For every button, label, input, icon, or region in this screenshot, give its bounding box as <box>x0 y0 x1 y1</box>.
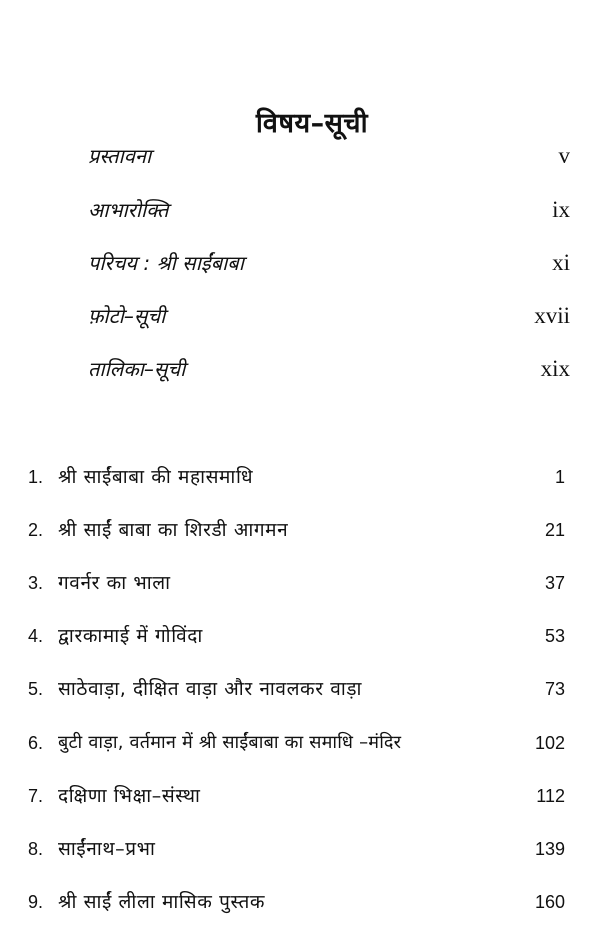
chapter-title: साठेवाड़ा, दीक्षित वाड़ा और नावलकर वाड़ा <box>58 678 363 700</box>
front-matter-label: प्रस्तावना <box>88 144 152 168</box>
front-matter-page: xix <box>540 356 570 381</box>
chapter-number: 6. <box>28 733 44 753</box>
chapter-title: श्री साईं लीला मासिक पुस्तक <box>58 891 266 913</box>
front-matter-item <box>0 353 600 385</box>
chapter-row <box>0 886 600 918</box>
chapter-row <box>0 673 600 705</box>
front-matter-item <box>0 300 600 332</box>
front-matter-page: v <box>558 143 570 168</box>
chapter-row <box>0 780 600 812</box>
chapter-page: 53 <box>544 626 565 646</box>
chapter-page: 37 <box>544 573 565 593</box>
chapter-number: 1. <box>28 467 44 487</box>
chapter-title: श्री साईं बाबा का शिरडी आगमन <box>58 519 289 541</box>
chapter-number: 9. <box>28 892 44 912</box>
chapter-row <box>0 567 600 599</box>
chapter-title: दक्षिणा भिक्षा–संस्था <box>58 785 201 807</box>
chapter-page: 112 <box>536 786 565 806</box>
chapter-page: 102 <box>534 733 565 753</box>
chapter-row <box>0 514 600 546</box>
front-matter-label: फ़ोटो–सूची <box>88 304 166 328</box>
front-matter-label: परिचय : श्री साईंबाबा <box>88 251 244 275</box>
chapter-row <box>0 833 600 865</box>
contents-title: विषय–सूची <box>255 108 369 139</box>
front-matter-page: xi <box>552 250 570 275</box>
chapter-page: 21 <box>544 520 565 540</box>
front-matter-item <box>0 247 600 279</box>
front-matter-page: xvii <box>534 303 570 328</box>
chapter-number: 8. <box>28 839 44 859</box>
chapter-page: 73 <box>544 679 565 699</box>
chapter-title: गवर्नर का भाला <box>58 572 171 594</box>
chapter-title: साईंनाथ–प्रभा <box>58 838 156 860</box>
chapter-title: द्वारकामाई में गोविंदा <box>58 625 203 647</box>
chapter-row <box>0 727 600 759</box>
chapter-number: 3. <box>28 573 44 593</box>
front-matter-item <box>0 140 600 172</box>
chapter-page: 1 <box>554 467 565 487</box>
chapter-number: 4. <box>28 626 44 646</box>
front-matter-item <box>0 194 600 226</box>
chapter-page: 139 <box>534 839 565 859</box>
chapter-title: श्री साईंबाबा की महासमाधि <box>58 466 254 488</box>
chapter-row <box>0 620 600 652</box>
chapter-number: 2. <box>28 520 44 540</box>
front-matter-page: ix <box>552 197 570 222</box>
front-matter-label: आभारोक्ति <box>88 198 169 222</box>
chapter-page: 160 <box>534 892 565 912</box>
chapter-row <box>0 461 600 493</box>
front-matter-label: तालिका–सूची <box>88 357 186 381</box>
chapter-number: 5. <box>28 679 44 699</box>
chapter-number: 7. <box>28 786 44 806</box>
chapter-title: बुटी वाड़ा, वर्तमान में श्री साईंबाबा का समाधि –मंदिर <box>58 732 402 753</box>
